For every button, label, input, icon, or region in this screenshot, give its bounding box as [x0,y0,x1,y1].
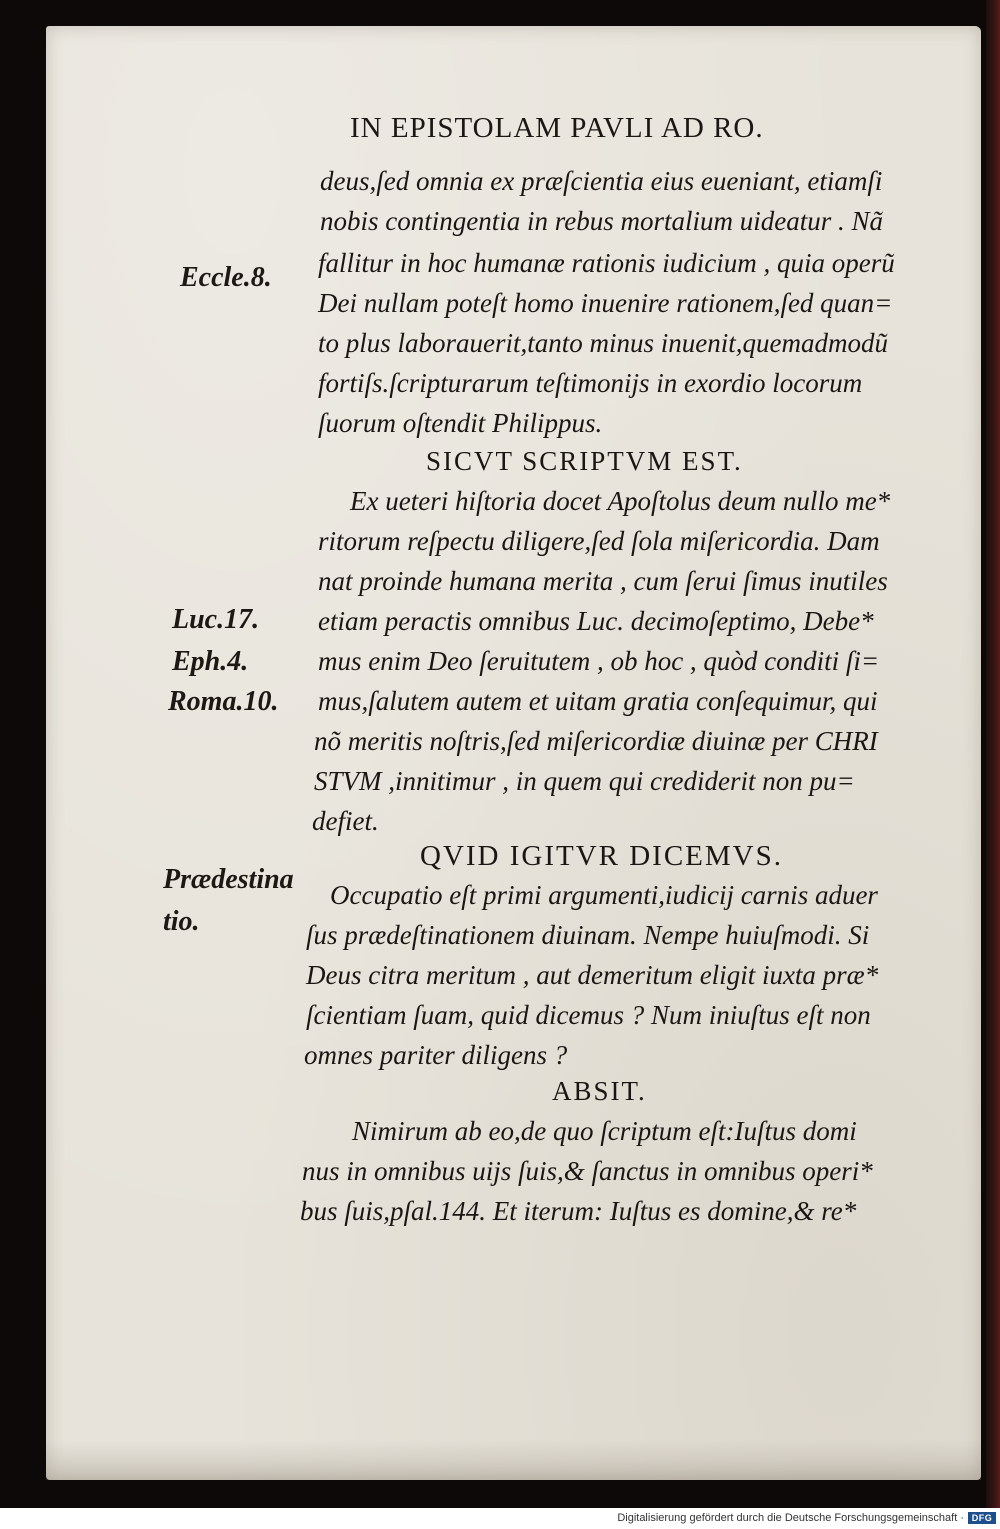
dfg-logo: DFG [968,1512,996,1524]
text-line: defiet. [312,806,379,836]
text-line: Occupatio eſt primi argumenti,iudicij carnis aduer [330,880,878,910]
page-shadow [46,1440,981,1480]
margin-note-luc: Luc.17. [172,604,260,635]
text-line: Deus citra meritum , aut demeritum eligit iuxta præ* [306,960,879,990]
footer-bar [0,1508,1000,1529]
text-line: Dei nullam poteſt homo inuenire rationem,ſed quan= [318,288,893,318]
text-line: ſuorum oſtendit Philippus. [318,408,603,438]
text-line: etiam peractis omnibus Luc. decimoſeptimo, Debe* [318,606,874,636]
margin-note-praedestina: Prædestina [163,864,294,895]
text-line: bus ſuis,pſal.144. Et iterum: Iuſtus es domine,& re* [300,1196,857,1226]
text-line: nõ meritis noſtris,ſed miſericordiæ diuinæ per CHRI [314,726,878,756]
text-line: nat proinde humana merita , cum ſerui ſimus inutiles [318,566,888,596]
margin-note-tio: tio. [163,906,200,937]
text-line: STVM ,innitimur , in quem qui crediderit non pu= [314,766,855,796]
text-line: fortiſs.ſcripturarum teſtimonijs in exordio locorum [318,368,863,398]
text-line: to plus laborauerit,tanto minus inuenit,quemadmodũ [318,328,888,358]
text-line: ritorum reſpectu diligere,ſed ſola miſericordia. Dam [318,526,880,556]
margin-note-eph: Eph.4. [172,646,249,677]
funding-credit: Digitalisierung gefördert durch die Deutsche Forschungsgemeinschaft · [617,1512,964,1524]
section-heading: QVID IGITVR DICEMVS. [420,840,784,872]
text-line: mus,ſalutem autem et uitam gratia conſequimur, qui [318,686,878,716]
text-line: fallitur in hoc humanæ rationis iudicium , quia operũ [318,248,895,278]
text-line: nus in omnibus uijs ſuis,& ſanctus in omnibus operi* [302,1156,873,1186]
text-line: Ex ueteri hiſtoria docet Apoſtolus deum nullo me* [350,486,891,516]
running-head: IN EPISTOLAM PAVLI AD RO. [350,112,764,144]
text-line: ſcientiam ſuam, quid dicemus ? Num iniuſtus eſt non [306,1000,871,1030]
text-line: ſus prædeſtinationem diuinam. Nempe huiuſmodi. Si [306,920,870,950]
text-line: deus,ſed omnia ex præſcientia eius eueniant, etiamſi [320,166,883,196]
text-line: omnes pariter diligens ? [304,1040,568,1070]
section-heading: ABSIT. [552,1076,647,1106]
book-edge [986,0,1000,1508]
text-line: nobis contingentia in rebus mortalium uideatur . Nã [320,206,883,236]
text-line: Nimirum ab eo,de quo ſcriptum eſt:Iuſtus domi [352,1116,857,1146]
margin-note-eccle: Eccle.8. [180,262,272,293]
text-line: mus enim Deo ſeruitutem , ob hoc , quòd conditi ſi= [318,646,880,676]
margin-note-roma: Roma.10. [168,686,279,717]
section-heading: SICVT SCRIPTVM EST. [426,446,743,476]
